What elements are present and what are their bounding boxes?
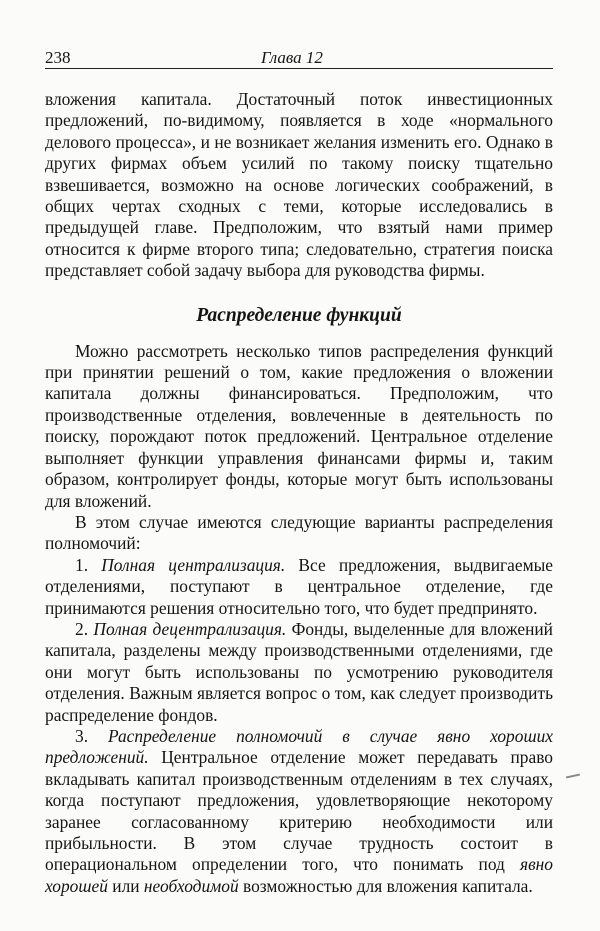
paragraph-continuation: вложения капитала. Достаточный поток инвестиционных предложений, по-видимому, появляется в ходе «нормального делового процесса», и не возникает желания изменить его. Однако в других фирмах объем усилий по такому поиску тщательно взвешивается, возможно на основе логических соображений, в общих чертах сходных с теми, которые исследовались в предыдущей главе. Предположим, что взятый нами пример относится к фирме второго типа; следовательно, стратегия поиска представляет собой задачу выбора для руководства фирмы. — [45, 89, 553, 281]
list-item-text: Все предложения, выдвигаемые отделениями, поступают в центральное отделение, где принимаются решения относительно того, что будет предпринято. — [45, 554, 553, 618]
page-number: 238 — [45, 48, 71, 67]
list-item-text: Фонды, выделенные для вложений капитала, разделены между производственными отделениями, где они могут быть использованы по усмотрению руководителя отделения. Важным является вопрос о том, как следует производить распределение фондов. — [45, 618, 553, 725]
list-item-number: 2. — [75, 618, 89, 639]
list-item-decentralization — [45, 619, 553, 726]
list-item-term: Полная централизация. — [101, 554, 286, 575]
margin-mark — [566, 774, 580, 779]
running-head — [45, 40, 553, 69]
list-item-centralization — [45, 555, 553, 619]
section-heading: Распределение функций — [196, 304, 402, 326]
list-item-term: Полная децентрализация. — [93, 618, 287, 639]
list-item-text: или — [107, 875, 144, 896]
book-page — [45, 40, 553, 897]
list-item-term: Распределение полномочий в случае явно хороших предложений. — [45, 725, 553, 768]
list-item-number: 1. — [75, 554, 89, 575]
page-body — [45, 89, 553, 897]
list-item-text: Центральное отделение может передавать право вкладывать капитал производственным отделениям в тех случаях, когда поступают предложения, удовлетворяющие некоторому заранее согласованному критерию необходимости или прибыльности. В этом случае трудность состоит в операциональном определении того, что понимать под — [45, 747, 553, 875]
emphasis-clearly-good: явно хорошей — [45, 854, 553, 896]
paragraph-options: В этом случае имеются следующие варианты распределения полномочий: — [45, 511, 553, 554]
emphasis-necessary: необходимой — [143, 875, 239, 896]
list-item-text: возможностью для вложения капитала. — [238, 875, 533, 896]
list-item-good-proposals — [45, 726, 553, 897]
chapter-title: Глава 12 — [261, 48, 323, 67]
paragraph-intro: Можно рассмотреть несколько типов распределения функций при принятии решений о том, какие предложения о вложении капитала должны финансироваться. Предположим, что производственные отделения, вовлеченные в деятельность по поиску, порождают поток предложений. Центральное отделение выполняет функции управления финансами фирмы и, таким образом, контролирует фонды, которые могут быть использованы для вложений. — [45, 340, 553, 511]
list-item-number: 3. — [75, 725, 89, 746]
